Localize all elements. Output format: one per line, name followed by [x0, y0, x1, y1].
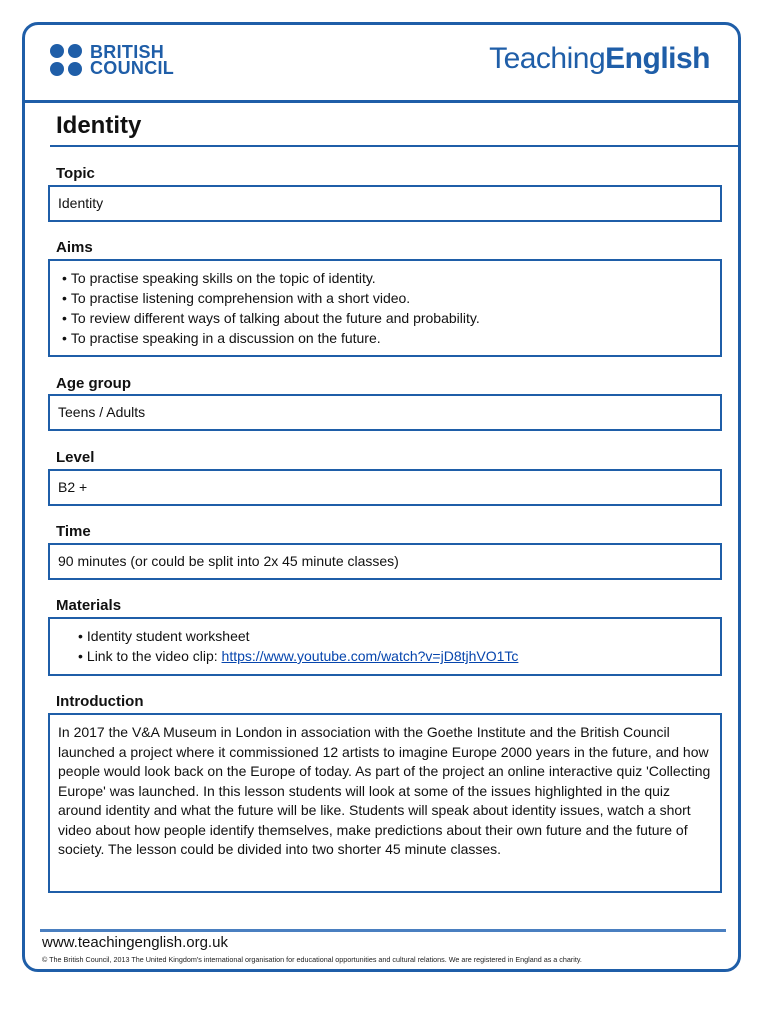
logo-line-2: COUNCIL	[90, 58, 175, 78]
aims-item: • To practise speaking in a discussion on the future.	[62, 328, 720, 348]
footer-url[interactable]: www.teachingenglish.org.uk	[42, 934, 228, 951]
materials-item: • Identity student worksheet	[78, 626, 720, 646]
age-group-label: Age group	[56, 375, 131, 392]
brand-bold: English	[605, 42, 710, 75]
introduction-box	[48, 713, 722, 893]
level-label: Level	[56, 449, 95, 466]
header-divider	[22, 100, 741, 103]
aims-item: • To review different ways of talking about the future and probability.	[62, 308, 720, 328]
brand-light: Teaching	[489, 42, 606, 75]
topic-label: Topic	[56, 165, 95, 182]
introduction-text: In 2017 the V&A Museum in London in association with the Goethe Institute and the British Council launched a project where it commissioned 12 artists to imagine Europe 2000 years in the future, and how people would look back on the Europe of today. As part of the project an online interactive quiz 'Collecting Europe' was launched. In this lesson students will look at some of the issues highlighted in the quiz around identity and what the future will be like. Students will speak about identity issues, watch a short video about how people identify themselves, make predictions about their own future and the future of society. The lesson could be divided into two shorter 45 minute classes.	[58, 724, 711, 857]
teaching-english-logo	[489, 42, 710, 76]
british-council-logo	[50, 44, 174, 76]
time-value: 90 minutes (or could be split into 2x 45 minute classes)	[58, 553, 399, 569]
introduction-label: Introduction	[56, 693, 144, 710]
level-box	[48, 469, 722, 506]
topic-box	[48, 185, 722, 222]
time-label: Time	[56, 523, 91, 540]
video-link[interactable]: https://www.youtube.com/watch?v=jD8tjhVO1Tc	[221, 648, 519, 664]
page-title: Identity	[56, 112, 142, 139]
aims-item: • To practise speaking skills on the topic of identity.	[62, 268, 720, 288]
age-group-value: Teens / Adults	[58, 404, 146, 420]
footer-divider	[40, 929, 726, 932]
british-council-dots-icon	[50, 44, 82, 76]
video-link-prefix: Link to the video clip:	[86, 648, 222, 664]
aims-label: Aims	[56, 239, 93, 256]
logo-line-1: BRITISH	[90, 42, 165, 62]
topic-value: Identity	[58, 195, 104, 211]
materials-box	[48, 617, 722, 676]
aims-item: • To practise listening comprehension with a short video.	[62, 288, 720, 308]
level-value: B2 +	[58, 479, 88, 495]
age-group-box	[48, 394, 722, 431]
time-box	[48, 543, 722, 580]
materials-label: Materials	[56, 597, 122, 614]
title-divider	[50, 145, 738, 147]
aims-box	[48, 259, 722, 357]
footer-copyright: © The British Council, 2013 The United Kingdom's international organisation for educational opportunities and cultural relations. We are registered in England as a charity.	[42, 955, 582, 964]
materials-item	[78, 646, 720, 666]
